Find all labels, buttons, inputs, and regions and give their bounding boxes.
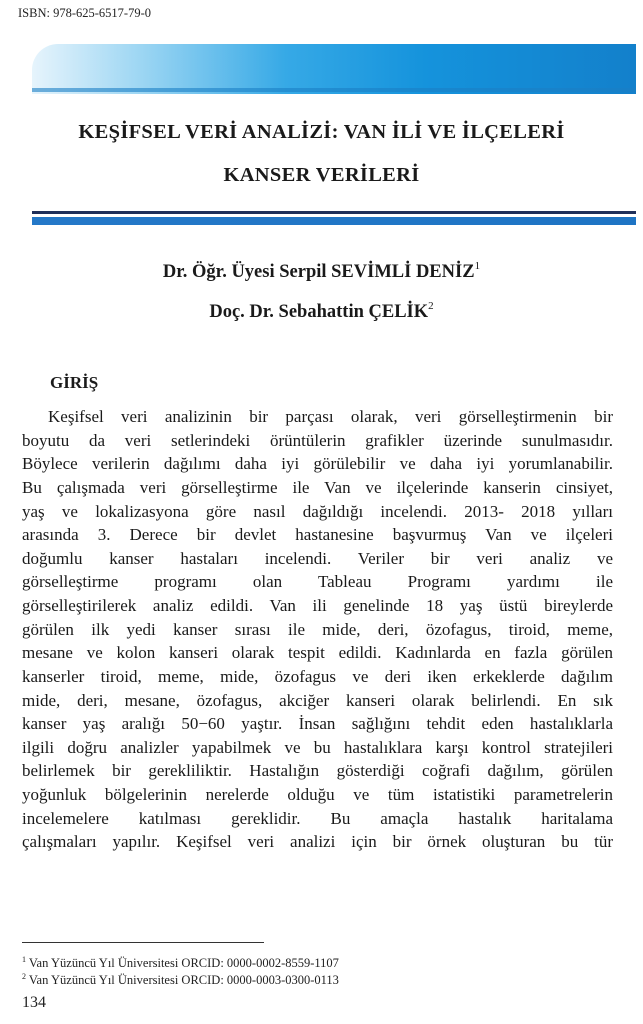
body-line: kanserler tiroid, meme, mide, özofagus ve deri iken erkeklerde dağılım (22, 666, 613, 686)
body-line: Bu çalışmada veri görselleştirme ile Van ve ilçelerinde kanserin cinsiyet, (22, 477, 613, 497)
body-line: Keşifsel veri analizinin bir parçası olarak, veri görselleştirmenin bir (48, 407, 613, 426)
body-line: arasında 3. Derece bir devlet hastanesine başvurmuş Van ve ilçeleri (22, 525, 613, 545)
footnote-2 (22, 972, 339, 988)
section-heading: GİRİŞ (50, 373, 99, 392)
footnote-1 (22, 955, 339, 971)
author-2-ref: 2 (428, 300, 434, 312)
author-2 (0, 301, 643, 323)
footnote-1-ref: 1 (22, 955, 26, 964)
title-rule-dark (32, 211, 636, 214)
body-line: kanser yaş aralığı 50−60 yaştır. İnsan sağlığını tehdit eden hastalıklarla (22, 714, 613, 734)
page-number: 134 (22, 994, 46, 1011)
body-line: Böylece verilerin dağılımı daha iyi görülebilir ve daha iyi yorumlanabilir. (22, 454, 613, 474)
author-1-name: Dr. Öğr. Üyesi Serpil SEVİMLİ DENİZ (162, 262, 475, 283)
author-1 (0, 261, 643, 283)
chapter-title-line-1: KEŞİFSEL VERİ ANALİZİ: VAN İLİ VE İLÇELERİ (78, 121, 565, 143)
isbn-text: ISBN: 978-625-6517-79-0 (18, 6, 151, 20)
body-line: boyutu da veri setlerindeki örüntülerin grafikler üzerinde sunulmasıdır. (22, 430, 613, 450)
body-line: ilgili doğru analizler yapabilmek ve bu hastalıklara karşı kontrol stratejileri (22, 737, 613, 757)
footnote-rule (22, 942, 264, 943)
body-line: mide, deri, mesane, özofagus, akciğer kanseri olarak belirlendi. En sık (22, 690, 613, 710)
footnote-1-text: Van Yüzüncü Yıl Üniversitesi ORCID: 0000-0002-8559-1107 (28, 956, 339, 971)
body-line: görülen ilk yedi kanser sırası ile mide, deri, özofagus, tiroid, meme, (22, 619, 613, 639)
chapter-title-line-2: KANSER VERİLERİ (223, 164, 420, 186)
body-line: mesane ve kolon kanseri olarak tespit edildi. Kadınlarda en fazla görülen (22, 643, 613, 663)
body-line: görselleştirilerek analiz edildi. Van ili genelinde 18 yaş üstü bireylerde (22, 596, 613, 615)
footnote-2-ref: 2 (22, 972, 26, 981)
body-line: görselleştirme programı olan Tableau Programı yardımı ile (22, 572, 613, 592)
body-line: yaş ve lokalizasyona göre nasıl dağıldığı incelendi. 2013- 2018 yılları (22, 501, 613, 521)
body-line: incelemelere katılması gereklidir. Bu amaçla hastalık haritalama (22, 808, 613, 828)
body-line: yoğunluk bölgelerinin nerelerde olduğu ve tüm istatistiki parametrelerin (22, 785, 613, 804)
header-banner (32, 44, 636, 94)
footnote-2-text: Van Yüzüncü Yıl Üniversitesi ORCID: 0000-0003-0300-0113 (28, 973, 339, 988)
title-rule-blue (32, 217, 636, 225)
author-2-name: Doç. Dr. Sebahattin ÇELİK (209, 302, 429, 323)
body-line: çalışmaları yapılır. Keşifsel veri analizi için bir örnek oluşturan bu tür (22, 832, 613, 852)
body-line: doğumlu kanser hastaları incelendi. Veriler bir veri analiz ve (22, 548, 613, 568)
body-line: belirlemek bir gerekliliktir. Hastalığın gösterdiği coğrafi dağılım, görülen (22, 761, 613, 781)
author-1-ref: 1 (474, 260, 481, 272)
header-banner-edge (32, 88, 636, 92)
body-paragraph (22, 405, 613, 854)
